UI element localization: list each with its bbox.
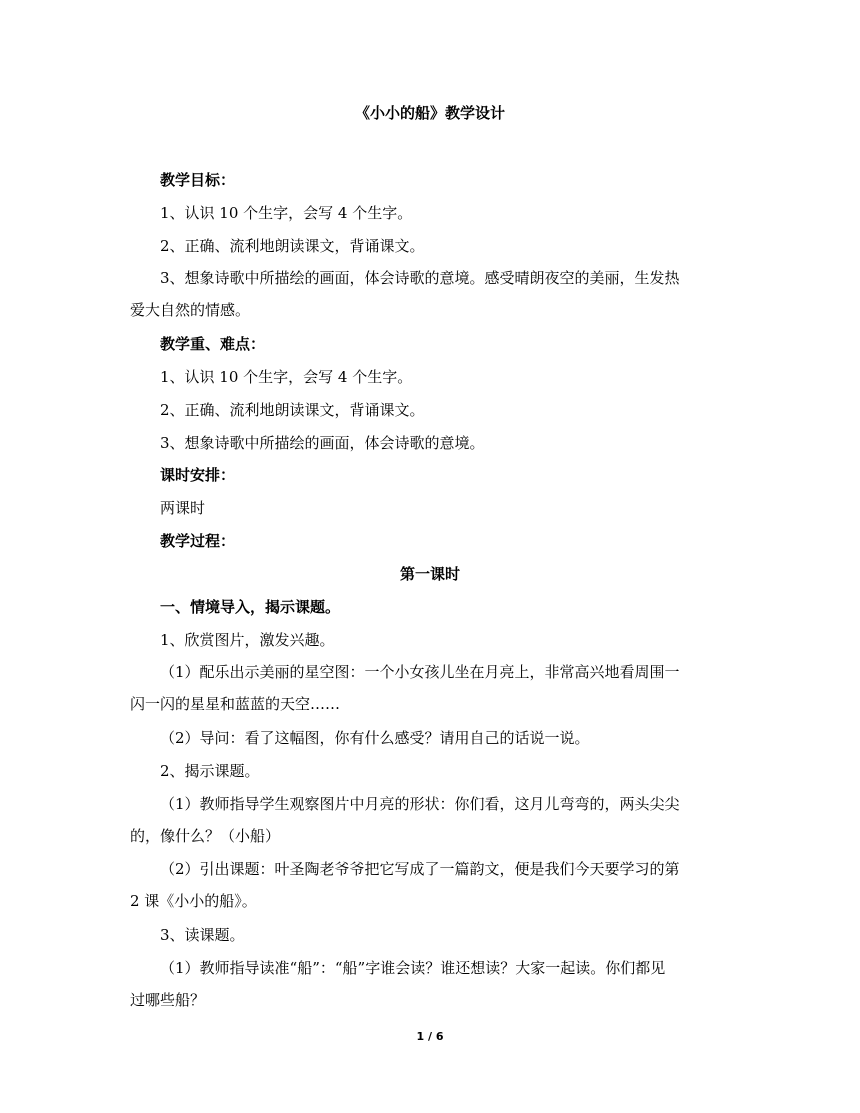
lesson-heading: 第一课时 [399, 565, 460, 583]
section-line: （1）教师指导读准“船”：“船”字谁会读？谁还想读？大家一起读。你们都见 [160, 959, 666, 977]
section-line: 2、揭示课题。 [160, 762, 260, 780]
section-line: （2）导问：看了这幅图，你有什么感受？请用自己的话说一说。 [160, 729, 590, 747]
schedule-heading: 课时安排： [160, 466, 236, 484]
section-line-continued: 的，像什么？（小船） [130, 827, 281, 845]
key-point-line: 3、想象诗歌中所描绘的画面，体会诗歌的意境。 [160, 434, 485, 452]
goal-line-continued: 爱大自然的情感。 [130, 301, 251, 319]
section-line-continued: 闪一闪的星星和蓝蓝的天空…… [130, 695, 341, 713]
document-title: 《小小的船》教学设计 [354, 104, 505, 122]
section-line: （2）引出课题：叶圣陶老爷爷把它写成了一篇韵文，便是我们今天要学习的第 [160, 860, 680, 878]
key-point-line: 1、认识 10 个生字，会写 4 个生字。 [160, 368, 413, 386]
goal-line: 3、想象诗歌中所描绘的画面，体会诗歌的意境。感受晴朗夜空的美丽，生发热 [160, 269, 680, 287]
section-line: 1、欣赏图片，激发兴趣。 [160, 631, 335, 649]
goals-heading: 教学目标： [160, 171, 236, 189]
section-line: 3、读课题。 [160, 926, 245, 944]
section-line: （1）教师指导学生观察图片中月亮的形状：你们看，这月儿弯弯的，两头尖尖 [160, 795, 680, 813]
section-heading: 一、情境导入，揭示课题。 [160, 598, 341, 616]
section-line-continued: 2 课《小小的船》。 [130, 892, 257, 910]
schedule-value: 两课时 [160, 499, 206, 517]
page-indicator: 1 / 6 [416, 1030, 444, 1043]
key-point-line: 2、正确、流利地朗读课文，背诵课文。 [160, 401, 425, 419]
goal-line: 1、认识 10 个生字，会写 4 个生字。 [160, 204, 413, 222]
goal-line: 2、正确、流利地朗读课文，背诵课文。 [160, 237, 425, 255]
section-line: （1）配乐出示美丽的星空图：一个小女孩儿坐在月亮上，非常高兴地看周围一 [160, 663, 680, 681]
section-line-continued: 过哪些船？ [130, 991, 206, 1009]
key-points-heading: 教学重、难点： [160, 335, 266, 353]
process-heading: 教学过程： [160, 532, 236, 550]
